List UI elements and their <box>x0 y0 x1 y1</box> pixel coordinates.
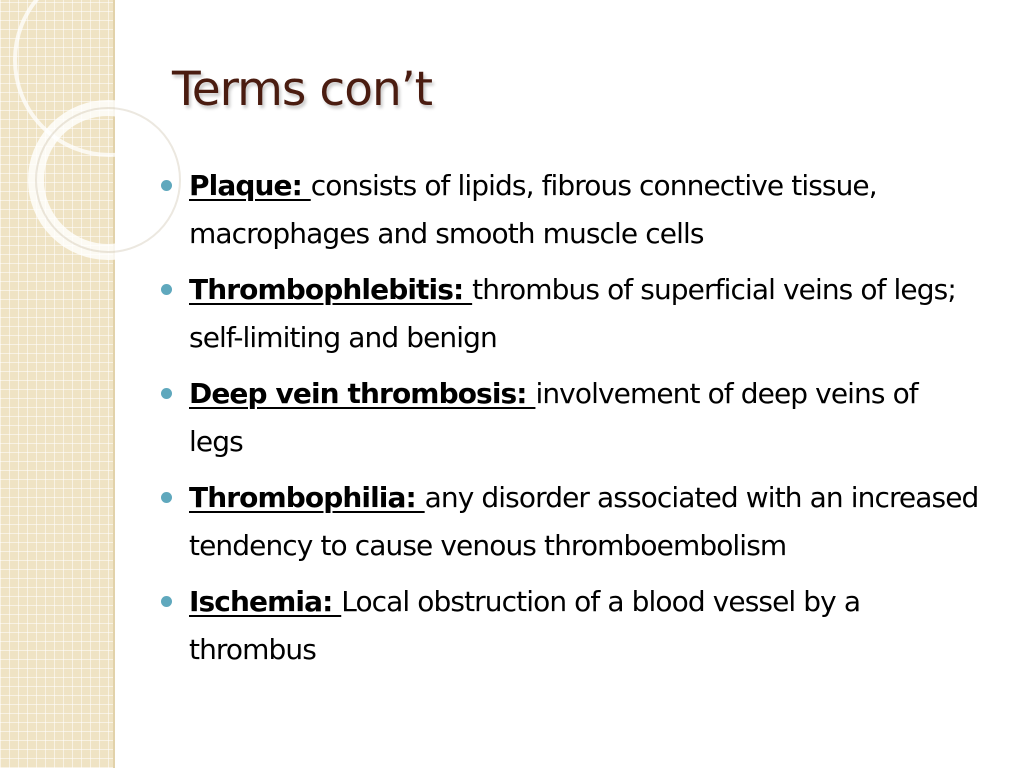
term-label: Thrombophlebitis: <box>189 273 473 306</box>
bullet-dot-icon <box>161 492 172 503</box>
list-item <box>159 162 979 258</box>
terms-list <box>159 162 979 682</box>
list-item <box>159 578 979 674</box>
term-label: Deep vein thrombosis: <box>189 377 536 410</box>
bullet-dot-icon <box>161 284 172 295</box>
bullet-dot-icon <box>161 596 172 607</box>
bullet-dot-icon <box>161 180 172 191</box>
term-label: Thrombophilia: <box>189 481 425 514</box>
list-item <box>159 266 979 362</box>
slide-title: Terms con’t <box>172 62 433 117</box>
term-definition: consists of lipids, fibrous connective tissue, macrophages and smooth muscle cells <box>189 169 877 250</box>
term-definition: thrombus of superficial veins of legs; self-limiting and benign <box>189 273 956 354</box>
term-label: Ischemia: <box>189 585 342 618</box>
list-item <box>159 474 979 570</box>
term-definition: Local obstruction of a blood vessel by a thrombus <box>189 585 861 666</box>
term-definition: involvement of deep veins of legs <box>189 377 918 458</box>
bullet-dot-icon <box>161 388 172 399</box>
term-definition: any disorder associated with an increased tendency to cause venous thromboembolism <box>189 481 979 562</box>
term-label: Plaque: <box>189 169 311 202</box>
list-item <box>159 370 979 466</box>
